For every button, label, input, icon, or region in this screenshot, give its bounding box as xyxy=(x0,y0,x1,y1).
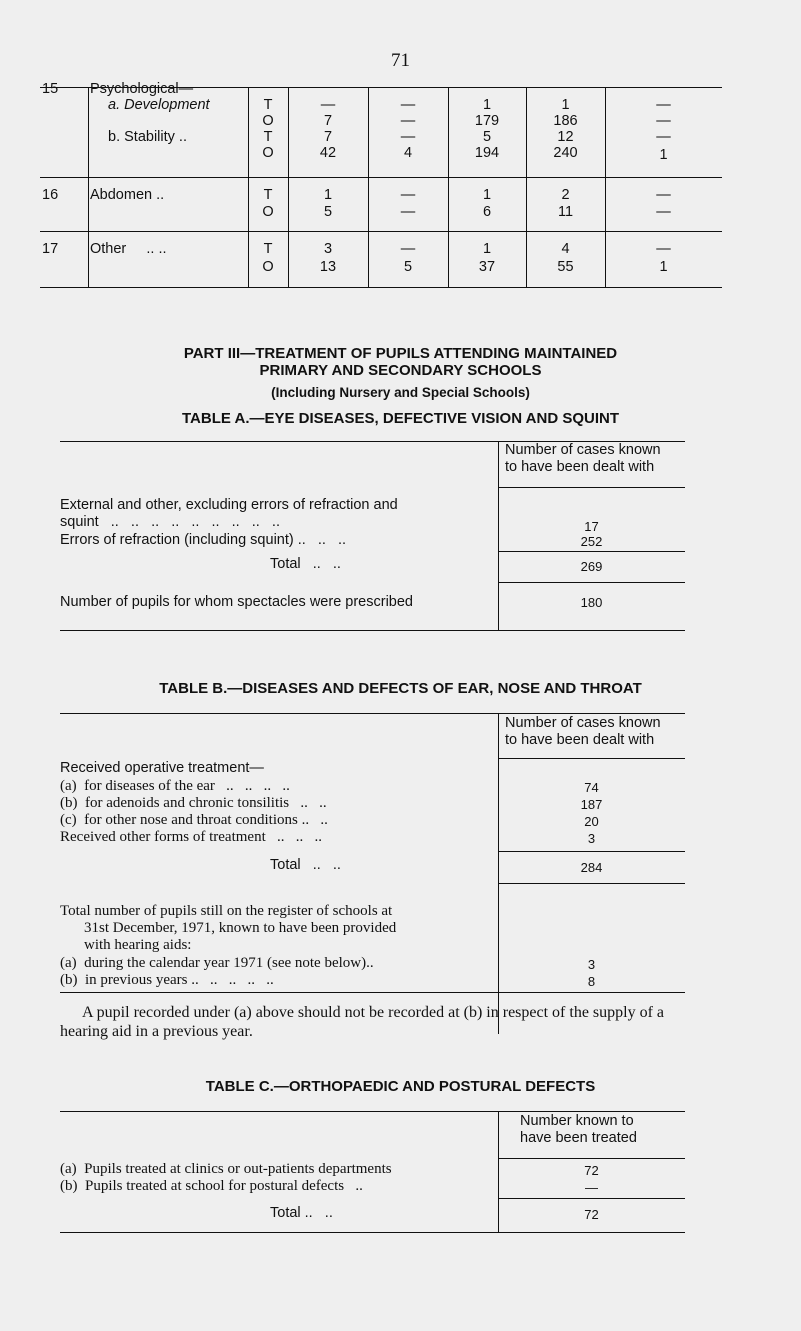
part-title: PART III—TREATMENT OF PUPILS ATTENDING MAINTAINED xyxy=(183,345,618,362)
part-subtitle: (Including Nursery and Special Schools) xyxy=(271,385,530,400)
cell-value: 6 xyxy=(482,204,492,220)
cell-value: 1 xyxy=(561,97,570,113)
table-c-row-label: (a) Pupils treated at clinics or out-patients departments xyxy=(60,1161,392,1177)
rule xyxy=(60,713,685,714)
table-b-row-label: Received other forms of treatment .. .. .. xyxy=(60,829,323,845)
type-code: O xyxy=(262,259,274,275)
table-c-value: 72 xyxy=(584,1163,599,1178)
cell-value: 1 xyxy=(482,241,492,257)
table-b-value: 20 xyxy=(584,814,599,829)
table-a-total-label: Total .. .. xyxy=(270,556,341,572)
cell-value: — xyxy=(400,204,416,220)
cell-value: — xyxy=(656,241,671,257)
row-label: Abdomen .. xyxy=(90,187,165,203)
table-a-header: Number of cases known xyxy=(505,442,661,458)
rule xyxy=(498,883,685,884)
cell-value: 1 xyxy=(323,187,333,203)
cell-value: 1 xyxy=(659,147,668,163)
rule xyxy=(40,287,722,288)
table-a-value: 252 xyxy=(580,534,603,549)
row-number: 16 xyxy=(42,187,59,203)
table-b-row-label: (b) for adenoids and chronic tonsilitis .. .. xyxy=(60,795,327,811)
cell-value: 7 xyxy=(323,113,333,129)
table-b-row-label: Received operative treatment— xyxy=(60,760,264,776)
cell-value: 1 xyxy=(659,259,668,275)
row-number: 17 xyxy=(42,241,59,257)
table-b-row-label: (a) for diseases of the ear .. .. .. .. xyxy=(60,778,290,794)
table-b-value: 8 xyxy=(587,974,596,989)
table-b-row-label: with hearing aids: xyxy=(84,937,192,953)
table-b-note: A pupil recorded under (a) above should not be recorded at (b) in respect of the supply of a hearing aid in a previous year. xyxy=(60,1004,665,1040)
table-b-value: 3 xyxy=(587,831,596,846)
rule xyxy=(40,231,722,232)
cell-value: — xyxy=(656,113,671,129)
rule xyxy=(498,487,685,488)
cell-value: 4 xyxy=(561,241,570,257)
rule xyxy=(498,551,685,552)
table-b-row-label: 31st December, 1971, known to have been provided xyxy=(84,920,397,936)
table-b-row-label: (b) in previous years .. .. .. .. .. xyxy=(60,972,274,988)
rule xyxy=(40,177,722,178)
cell-value: — xyxy=(656,129,671,145)
cell-value: — xyxy=(656,204,671,220)
table-a-row-label: squint .. .. .. .. .. .. .. .. .. xyxy=(60,514,280,530)
type-code: T xyxy=(263,129,273,145)
table-b-header: to have been dealt with xyxy=(505,732,655,748)
type-code: O xyxy=(262,113,274,129)
table-b-row-label: Total number of pupils still on the register of schools at xyxy=(60,903,393,919)
column-divider xyxy=(88,87,89,287)
rule xyxy=(60,1232,685,1233)
table-a-header: to have been dealt with xyxy=(505,459,655,475)
row-label: Other .. .. xyxy=(90,241,167,257)
table-a-value: 17 xyxy=(584,519,599,534)
cell-value: 1 xyxy=(482,187,492,203)
cell-value: 37 xyxy=(478,259,496,275)
rule xyxy=(498,1158,685,1159)
cell-value: 194 xyxy=(474,145,500,161)
type-code: T xyxy=(263,97,273,113)
row-number: 15 xyxy=(42,81,59,97)
type-code: O xyxy=(262,204,274,220)
table-a-row-label: Errors of refraction (including squint) .. .. .. xyxy=(60,532,347,548)
cell-value: 1 xyxy=(482,97,492,113)
cell-value: 5 xyxy=(403,259,413,275)
table-c-row-label: (b) Pupils treated at school for postural defects .. xyxy=(60,1178,363,1194)
page-number: 71 xyxy=(391,50,410,71)
cell-value: — xyxy=(656,97,671,113)
row-label: Psychological— xyxy=(90,81,194,97)
cell-value: 3 xyxy=(323,241,333,257)
table-c-header: Number known to xyxy=(520,1113,634,1129)
table-b-total-value: 284 xyxy=(580,860,603,875)
row-sublabel: a. Development xyxy=(108,97,210,113)
rule xyxy=(498,851,685,852)
table-c-value: — xyxy=(585,1180,598,1195)
cell-value: 42 xyxy=(319,145,337,161)
table-b-total-label: Total .. .. xyxy=(270,857,341,873)
cell-value: — xyxy=(656,187,671,203)
table-b-value: 74 xyxy=(584,780,599,795)
cell-value: — xyxy=(400,241,416,257)
table-c-total-label: Total .. .. xyxy=(270,1205,333,1221)
cell-value: 5 xyxy=(323,204,333,220)
table-b-header: Number of cases known xyxy=(505,715,661,731)
cell-value: 240 xyxy=(553,145,578,161)
type-code: O xyxy=(262,145,274,161)
table-b-value: 187 xyxy=(580,797,603,812)
cell-value: 12 xyxy=(557,129,574,145)
row-sublabel: b. Stability .. xyxy=(108,129,187,145)
table-a-row-label: External and other, excluding errors of refraction and xyxy=(60,497,398,513)
cell-value: 55 xyxy=(557,259,574,275)
table-a-total-value: 269 xyxy=(580,559,603,574)
rule xyxy=(498,758,685,759)
cell-value: 2 xyxy=(561,187,570,203)
cell-value: 5 xyxy=(482,129,492,145)
table-b-row-label: (c) for other nose and throat conditions .. .. xyxy=(60,812,328,828)
rule xyxy=(498,1198,685,1199)
cell-value: 11 xyxy=(557,204,574,220)
part-title: PRIMARY AND SECONDARY SCHOOLS xyxy=(259,362,542,379)
type-code: T xyxy=(263,187,273,203)
table-b-row-label: (a) during the calendar year 1971 (see note below).. xyxy=(60,955,374,971)
table-a-title: TABLE A.—EYE DISEASES, DEFECTIVE VISION AND SQUINT xyxy=(182,410,619,427)
table-b-value: 3 xyxy=(587,957,596,972)
table-a-value: 180 xyxy=(580,595,603,610)
cell-value: 13 xyxy=(319,259,337,275)
cell-value: — xyxy=(400,97,416,113)
rule xyxy=(60,630,685,631)
cell-value: 7 xyxy=(323,129,333,145)
cell-value: 186 xyxy=(553,113,578,129)
cell-value: — xyxy=(400,187,416,203)
table-c-title: TABLE C.—ORTHOPAEDIC AND POSTURAL DEFECTS xyxy=(205,1078,596,1095)
cell-value: — xyxy=(400,129,416,145)
rule xyxy=(60,1111,685,1112)
cell-value: 4 xyxy=(403,145,413,161)
rule xyxy=(60,992,685,993)
table-a-row-label: Number of pupils for whom spectacles were prescribed xyxy=(60,594,413,610)
cell-value: — xyxy=(320,97,336,113)
type-code: T xyxy=(263,241,273,257)
cell-value: 179 xyxy=(474,113,500,129)
table-b-title: TABLE B.—DISEASES AND DEFECTS OF EAR, NOSE AND THROAT xyxy=(159,680,642,697)
rule xyxy=(498,582,685,583)
table-c-total-value: 72 xyxy=(584,1207,599,1222)
cell-value: — xyxy=(400,113,416,129)
table-c-header: have been treated xyxy=(520,1130,637,1146)
